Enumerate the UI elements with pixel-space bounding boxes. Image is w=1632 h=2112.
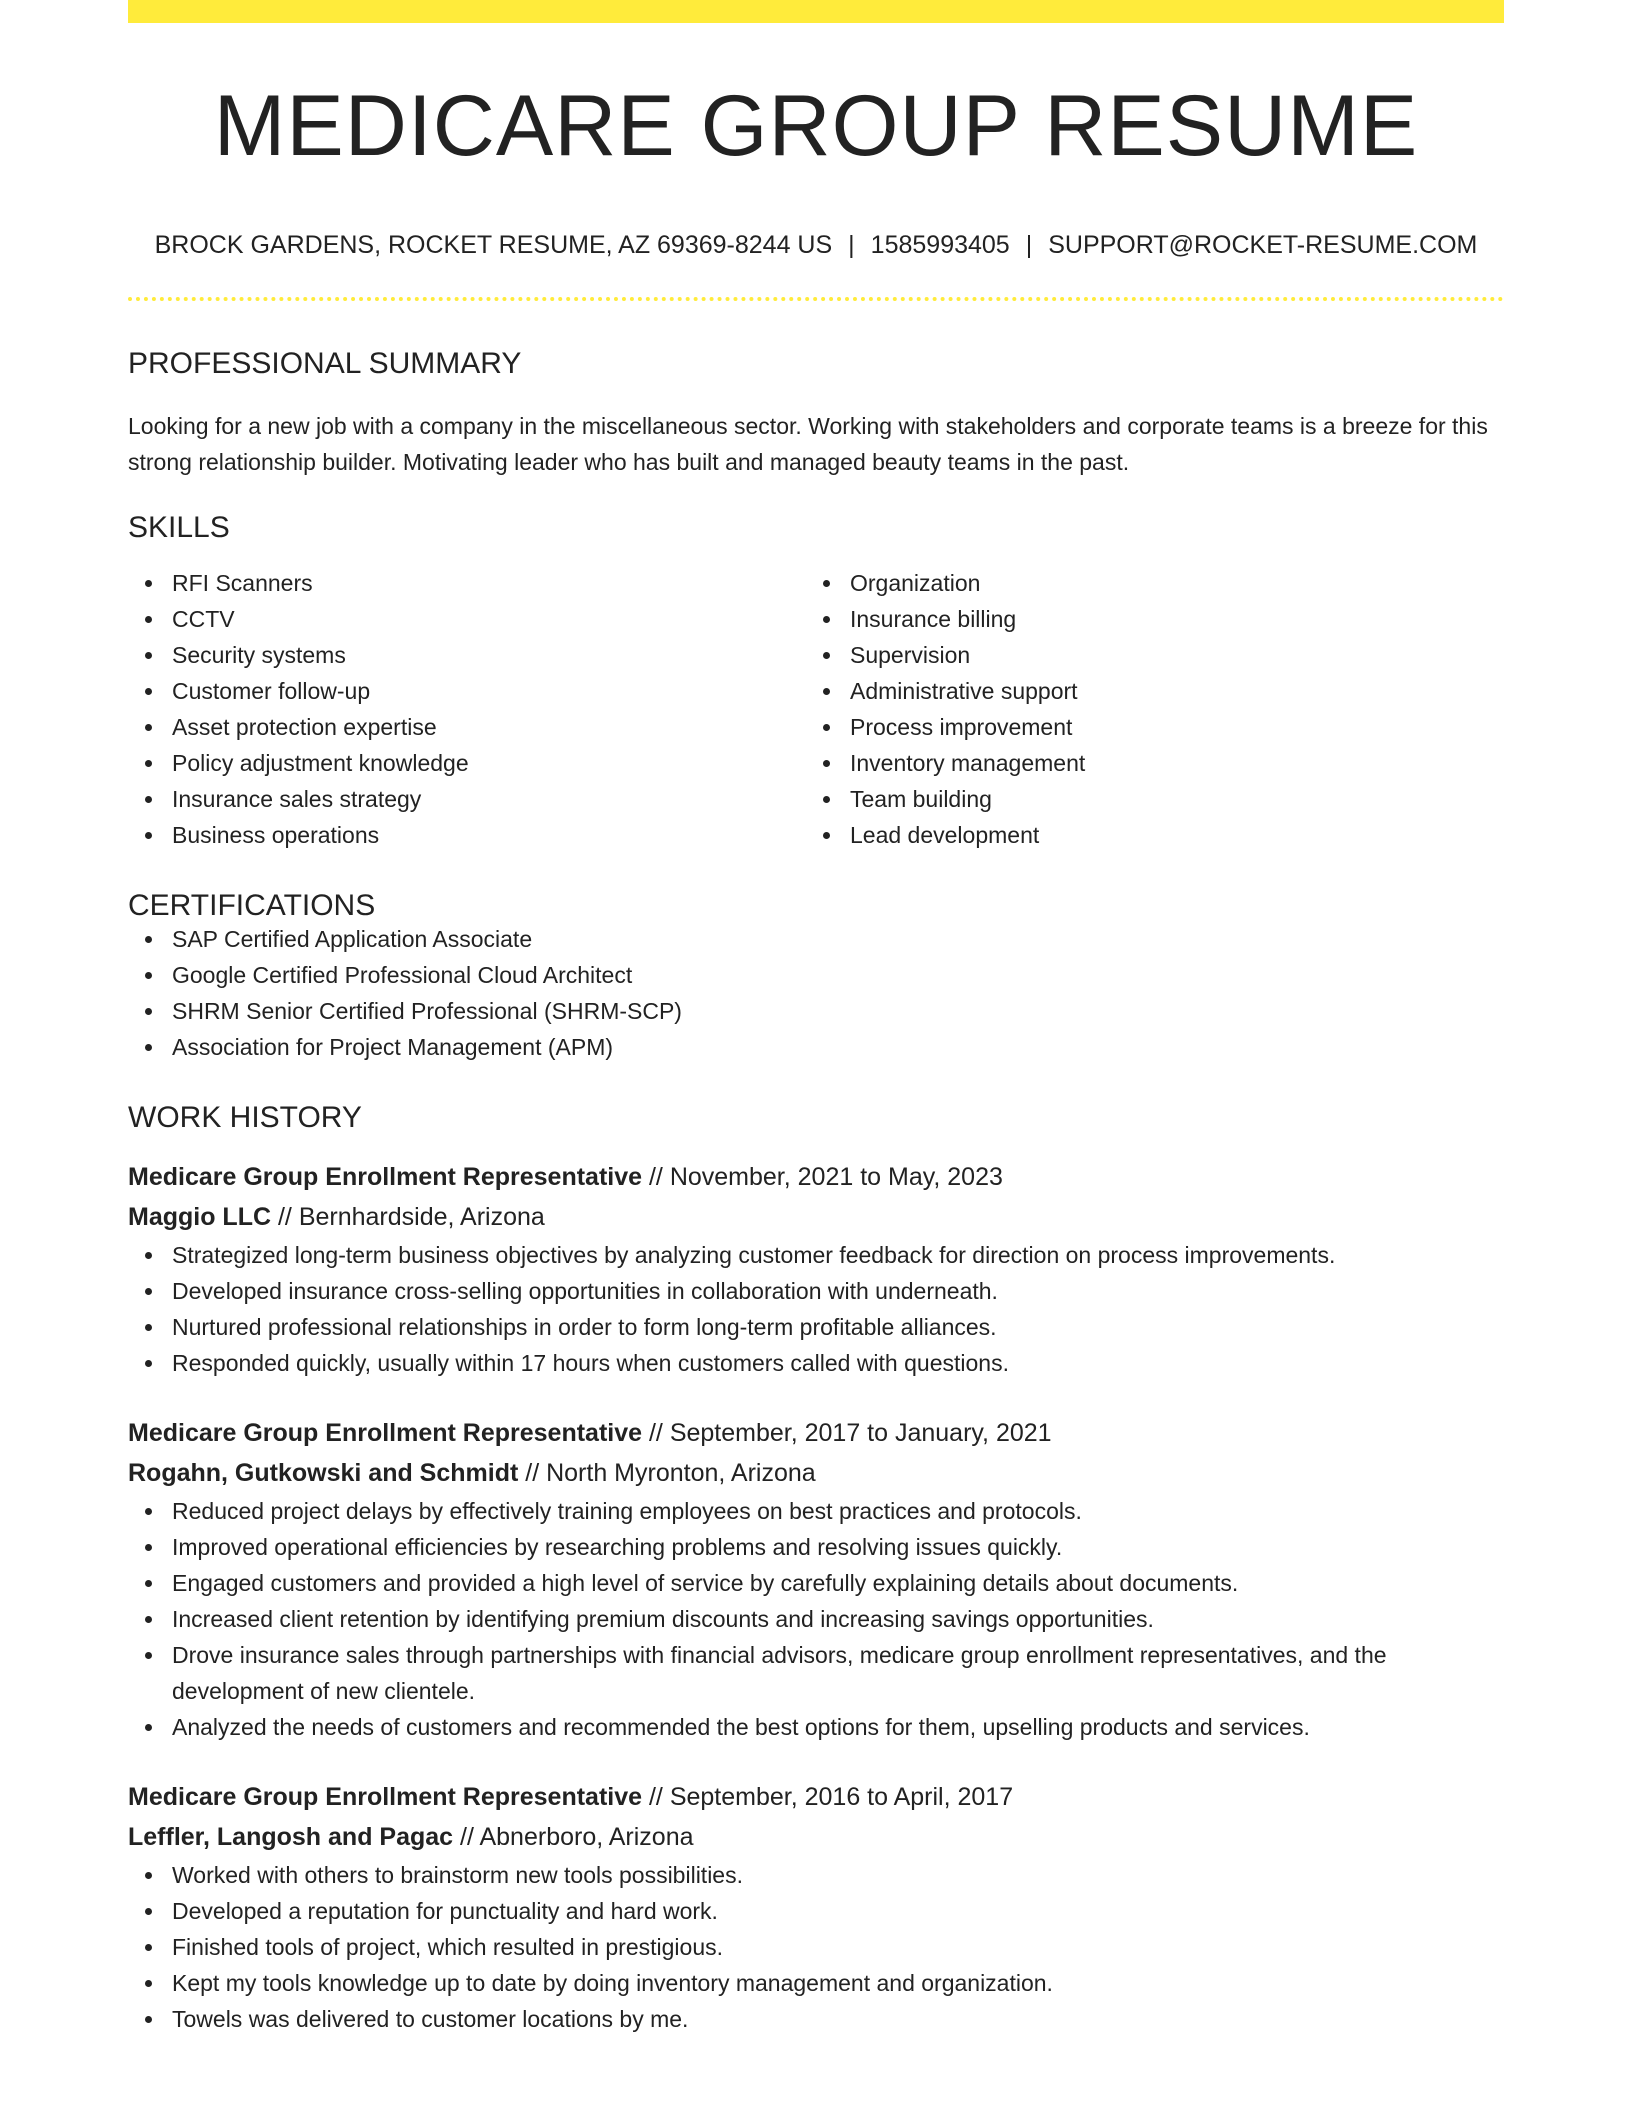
- resume-page: [128, 0, 1504, 2037]
- skill-item: RFI Scanners: [128, 565, 806, 601]
- job-bullet: Drove insurance sales through partnerships with financial advisors, medicare group enrollment representatives, and the development of new clientele.: [128, 1637, 1504, 1709]
- job-dates: // September, 2017 to January, 2021: [642, 1419, 1052, 1447]
- job-role-line: [128, 1777, 1504, 1817]
- job-bullet: Analyzed the needs of customers and recommended the best options for them, upselling products and services.: [128, 1709, 1504, 1745]
- skill-item: Administrative support: [806, 673, 1484, 709]
- certification-item: Google Certified Professional Cloud Architect: [128, 957, 1504, 993]
- contact-line: [128, 233, 1504, 258]
- skills-grid: [128, 565, 1504, 853]
- job-role: Medicare Group Enrollment Representative: [128, 1163, 643, 1191]
- job-company: Leffler, Langosh and Pagac: [128, 1823, 454, 1851]
- certification-item: Association for Project Management (APM): [128, 1029, 1504, 1065]
- job-bullet: Towels was delivered to customer locations by me.: [128, 2001, 1504, 2037]
- skill-item: Business operations: [128, 817, 806, 853]
- job-bullets: [128, 1237, 1504, 1381]
- skill-item: Policy adjustment knowledge: [128, 745, 806, 781]
- skill-item: Process improvement: [806, 709, 1484, 745]
- skills-list-right: [806, 565, 1484, 853]
- job-bullet: Improved operational efficiencies by researching problems and resolving issues quickly.: [128, 1529, 1504, 1565]
- job-location: // Bernhardside, Arizona: [271, 1203, 545, 1231]
- contact-separator: |: [1025, 231, 1033, 259]
- skill-item: CCTV: [128, 601, 806, 637]
- job-bullets: [128, 1857, 1504, 2037]
- work-history-heading: WORK HISTORY: [128, 1101, 362, 1134]
- job-bullet: Nurtured professional relationships in order to form long-term profitable alliances.: [128, 1309, 1504, 1345]
- job-bullet: Strategized long-term business objectives by analyzing customer feedback for direction on process improvements.: [128, 1237, 1504, 1273]
- skills-heading: SKILLS: [128, 511, 230, 544]
- job-bullets: [128, 1493, 1504, 1745]
- job-company-line: [128, 1817, 1504, 1857]
- certification-item: SHRM Senior Certified Professional (SHRM-SCP): [128, 993, 1504, 1029]
- job-company-line: [128, 1197, 1504, 1237]
- skill-item: Organization: [806, 565, 1484, 601]
- job-role: Medicare Group Enrollment Representative: [128, 1783, 643, 1811]
- skill-item: Inventory management: [806, 745, 1484, 781]
- skills-column-left: [128, 565, 806, 853]
- job-bullet: Increased client retention by identifying premium discounts and increasing savings opportunities.: [128, 1601, 1504, 1637]
- resume-title: MEDICARE GROUP RESUME: [213, 78, 1419, 174]
- job-role-line: [128, 1413, 1504, 1453]
- job-dates: // September, 2016 to April, 2017: [642, 1783, 1014, 1811]
- summary-text: Looking for a new job with a company in the miscellaneous sector. Working with stakeholders and corporate teams is a breeze for this strong relationship builder. Motivating leader who has built and managed beauty teams in the past.: [128, 413, 1488, 475]
- summary-heading: PROFESSIONAL SUMMARY: [128, 347, 522, 380]
- skills-list-left: [128, 565, 806, 853]
- contact-separator: |: [848, 231, 855, 259]
- job-bullet: Kept my tools knowledge up to date by doing inventory management and organization.: [128, 1965, 1504, 2001]
- job-bullet: Reduced project delays by effectively training employees on best practices and protocols.: [128, 1493, 1504, 1529]
- skill-item: Supervision: [806, 637, 1484, 673]
- job-company: Rogahn, Gutkowski and Schmidt: [128, 1459, 519, 1487]
- contact-address: BROCK GARDENS, ROCKET RESUME, AZ 69369-8244 US: [154, 231, 833, 259]
- accent-top-bar: [128, 0, 1504, 23]
- skill-item: Asset protection expertise: [128, 709, 806, 745]
- job-company: Maggio LLC: [128, 1203, 272, 1231]
- job-role: Medicare Group Enrollment Representative: [128, 1419, 643, 1447]
- job-company-line: [128, 1453, 1504, 1493]
- job-location: // Abnerboro, Arizona: [453, 1823, 694, 1851]
- certifications-list: [128, 921, 1504, 1065]
- job-bullet: Worked with others to brainstorm new tools possibilities.: [128, 1857, 1504, 1893]
- job-entry: [128, 1777, 1504, 2037]
- job-bullet: Engaged customers and provided a high level of service by carefully explaining details about documents.: [128, 1565, 1504, 1601]
- job-bullet: Responded quickly, usually within 17 hours when customers called with questions.: [128, 1345, 1504, 1381]
- contact-email: SUPPORT@ROCKET-RESUME.COM: [1048, 231, 1478, 259]
- job-location: // North Myronton, Arizona: [518, 1459, 816, 1487]
- job-entry: [128, 1413, 1504, 1745]
- job-bullet: Finished tools of project, which resulted in prestigious.: [128, 1929, 1504, 1965]
- job-bullet: Developed a reputation for punctuality and hard work.: [128, 1893, 1504, 1929]
- job-bullet: Developed insurance cross-selling opportunities in collaboration with underneath.: [128, 1273, 1504, 1309]
- certification-item: SAP Certified Application Associate: [128, 921, 1504, 957]
- skill-item: Security systems: [128, 637, 806, 673]
- skill-item: Lead development: [806, 817, 1484, 853]
- certifications-heading: CERTIFICATIONS: [128, 889, 376, 922]
- skill-item: Insurance sales strategy: [128, 781, 806, 817]
- skill-item: Customer follow-up: [128, 673, 806, 709]
- dotted-divider: [128, 297, 1504, 301]
- job-entry: [128, 1157, 1504, 1381]
- skill-item: Team building: [806, 781, 1484, 817]
- contact-phone: 1585993405: [870, 231, 1010, 259]
- job-dates: // November, 2021 to May, 2023: [642, 1163, 1003, 1191]
- skills-column-right: [806, 565, 1484, 853]
- skill-item: Insurance billing: [806, 601, 1484, 637]
- job-role-line: [128, 1157, 1504, 1197]
